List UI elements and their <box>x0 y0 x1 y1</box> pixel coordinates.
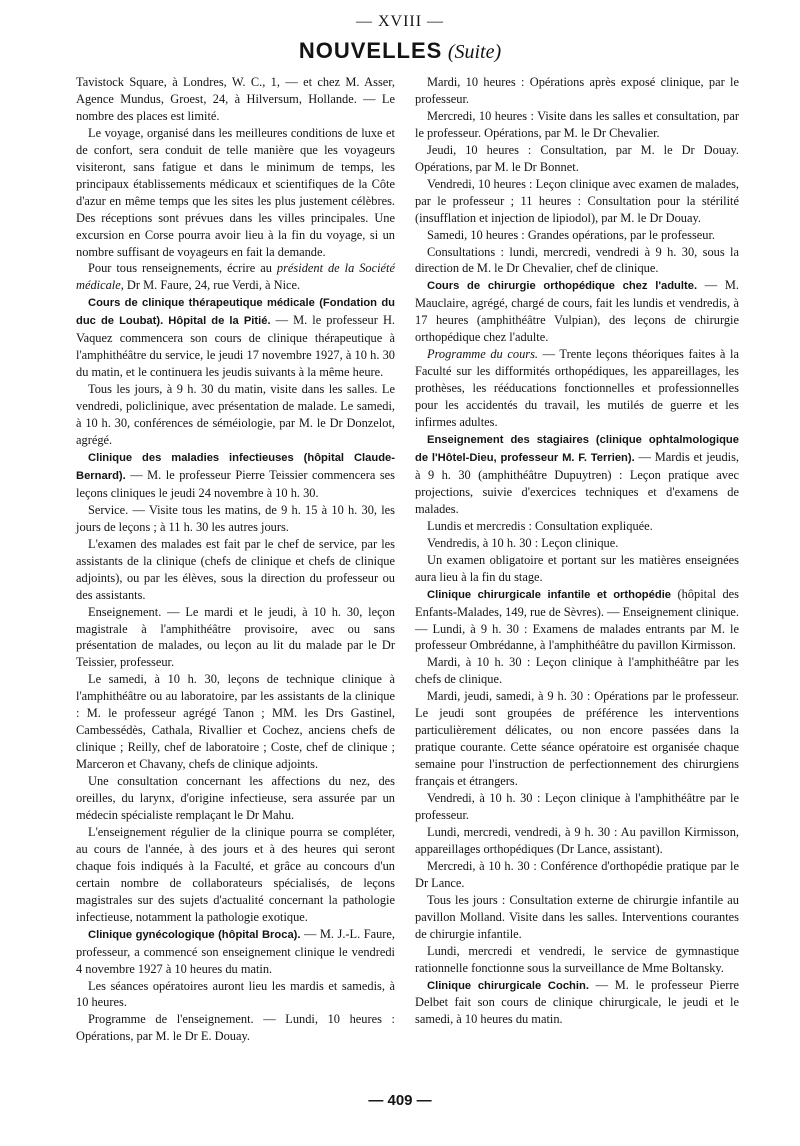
paragraph: Clinique chirurgicale Cochin. — M. le professeur Pierre Delbet fait son cours de clinique chirurgicale, le jeudi et le samedi, à 10 heures du matin. <box>415 977 739 1027</box>
paragraph: Samedi, 10 heures : Grandes opérations, par le professeur. <box>427 227 715 242</box>
section-heading: Clinique chirurgicale Cochin. <box>427 979 589 992</box>
roman-page-numeral: — XVIII — <box>355 13 445 30</box>
paragraph: Cours de chirurgie orthopédique chez l'adulte. — M. Mauclaire, agrégé, chargé de cours, fait les lundis et vendredis, à 17 heures (amphithéâtre Vulpian), des leçons de chirurgie orthopédique chez l'adulte. <box>415 278 740 345</box>
paragraph: Mercredi, à 10 h. 30 : Conférence d'orthopédie pratique par le Dr Lance. <box>415 858 739 890</box>
paragraph: Enseignement. — Le mardi et le jeudi, à 10 h. 30, leçon magistrale à l'amphithéâtre provisoire, avec ou sans présentation de malades, ou leçon au lit du malade par le Dr Teissier, professeur. <box>76 604 395 670</box>
section-heading: Enseignement des stagiaires (clinique ophtalmologique de l'Hôtel-Dieu, professeur M. F. Terrien). <box>415 434 739 464</box>
paragraph: Jeudi, 10 heures : Consultation, par M. le Dr Douay. Opérations, par M. le Dr Bonnet. <box>415 142 739 174</box>
left-column <box>76 74 395 1045</box>
paragraph: Mardi, 10 heures : Opérations après exposé clinique, par le professeur. <box>415 75 739 106</box>
paragraph: Mercredi, 10 heures : Visite dans les salles et consultation, par le professeur. Opérations, par M. le Dr Chevalier. <box>415 108 739 140</box>
paragraph: Vendredi, 10 heures : Leçon clinique avec examen de malades, par le professeur ; 11 heures : Consultation pour la stérilité (insufflation et injection de lipiodol), par M. le Dr Douay. <box>415 176 739 225</box>
section-heading: Clinique gynécologique (hôpital Broca). <box>88 928 301 941</box>
paragraph: Le samedi, à 10 h. 30, leçons de technique clinique à l'amphithéâtre ou au laboratoire, par les assistants de la clinique : M. le professeur agrégé Tanon ; MM. les Drs Gastinel, Cambessédès, Cathala, Rivallier et Cochez, anciens chefs de clinique ; Reilly, chef de laboratoire ; Coste, chef de clinique ; Marceron et Chavany, chefs de clinique adjoints. <box>76 672 395 772</box>
paragraph: Tavistock Square, à Londres, W. C., 1, — et chez M. Asser, Agence Mundus, Groest, 24, à Hilversum, Hollande. — Le nombre des places est limité. <box>76 75 395 123</box>
section-heading: Cours de clinique thérapeutique médicale (Fondation du duc de Loubat). Hôpital de la Pitié. <box>76 297 395 328</box>
paragraph: Lundi, mercredi, vendredi, à 9 h. 30 : Au pavillon Kirmisson, appareillages orthopédiques (Dr Lance, assistant). <box>415 824 739 856</box>
paragraph: Lundis et mercredis : Consultation expliquée. <box>427 518 653 533</box>
paragraph: Enseignement des stagiaires (clinique ophtalmologique de l'Hôtel-Dieu, professeur M. F. Terrien). — Mardis et jeudis, à 9 h. 30 (amphithéâtre Dupuytren) : Leçon pratique avec projections, suivie d'exercices techniques et d'examens de malades. <box>415 434 739 516</box>
paragraph: Pour tous renseignements, écrire au président de la Société médicale, Dr M. Faure, 24, rue Verdi, à Nice. <box>76 261 395 293</box>
paragraph: Mardi, jeudi, samedi, à 9 h. 30 : Opérations par le professeur. Le jeudi sont groupées de préférence les interventions particulièrement délicates, ou non encore passées dans la pratique courante. Cette séance opératoire est organisée chaque semaine pour l'instruction de perfectionnement des chirurgiens français et étrangers. <box>415 689 739 789</box>
paragraph: Tous les jours : Consultation externe de chirurgie infantile au pavillon Molland. Visite dans les salles. Interventions courantes de chirurgie infantile. <box>415 892 739 941</box>
paragraph: Lundi, mercredi et vendredi, le service de gymnastique rationnelle fonctionne sous la surveillance de Mme Boltansky. <box>415 943 739 975</box>
paragraph: L'examen des malades est fait par le chef de service, par les assistants de la clinique (chefs de clinique et chefs de clinique adjoints), ou par les élèves, sous la direction du professeur ou des assistants. <box>76 536 395 602</box>
paragraph: Programme du cours. — Trente leçons théoriques faites à la Faculté sur les difformités orthopédiques, les appareillages, les prothèses, les rééducations fonctionnelles et professionnelles pour les accidentés du travail, les mutilés de guerre et les infirmes adultes. <box>415 347 739 430</box>
section-heading: Clinique des maladies infectieuses (hôpital Claude-Bernard). <box>76 451 395 482</box>
paragraph: Le voyage, organisé dans les meilleures conditions de luxe et de confort, sera conduit de telle manière que les voyageurs visiteront, sans fatigue et dans le minimum de temps, les principaux établissements médicaux et scientifiques de la Côte d'azur en même temps que les sites les plus justement célèbres. Des réceptions sont prévues dans les villes principales. Une excursion en Corse pourra avoir lieu à la fin du voyage, si un nombre suffisant de voyageurs en fait la demande. <box>76 125 395 259</box>
section-title <box>0 38 800 65</box>
section-heading: Cours de chirurgie orthopédique chez l'adulte. <box>427 280 698 293</box>
title-nouvelles: NOUVELLES <box>298 38 443 63</box>
section-heading: Clinique chirurgicale infantile et orthopédie <box>427 588 672 601</box>
paragraph: Une consultation concernant les affections du nez, des oreilles, du larynx, d'origine infectieuse, sera assurée par un médecin spécialiste remplaçant le Dr Mahu. <box>76 774 395 822</box>
paragraph: Vendredis, à 10 h. 30 : Leçon clinique. <box>427 535 619 550</box>
paragraph: Clinique gynécologique (hôpital Broca). — M. J.-L. Faure, professeur, a commencé son enseignement clinique le vendredi 4 novembre 1927 à 10 heures du matin. <box>76 926 396 976</box>
paragraph: Mardi, à 10 h. 30 : Leçon clinique à l'amphithéâtre par les chefs de clinique. <box>415 655 739 687</box>
title-suite: (Suite) <box>447 41 502 63</box>
paragraph: Clinique des maladies infectieuses (hôpital Claude-Bernard). — M. le professeur Pierre Teissier commencera ses leçons cliniques le jeudi 24 novembre à 10 h. 30. <box>76 451 395 500</box>
right-column <box>415 74 739 1028</box>
paragraph: L'enseignement régulier de la clinique pourra se compléter, au cours de l'année, à des jours et à des heures qui seront chaque fois indiqués à la Faculté, et grâce au concours d'un certain nombre de collaborateurs spécialisés, de leçons magistrales sur des sujets d'actualité concernant la pathologie infectieuse, notamment la pathologie exotique. <box>76 824 395 924</box>
paragraph: Tous les jours, à 9 h. 30 du matin, visite dans les salles. Le vendredi, policlinique, avec présentation de malade. Le samedi, à 10 h. 30, conférences de séméiologie, par M. le Dr Donzelot, agrégé. <box>76 382 395 448</box>
paragraph: Les séances opératoires auront lieu les mardis et samedis, à 10 heures. <box>76 978 395 1010</box>
paragraph: Programme de l'enseignement. — Lundi, 10 heures : Opérations, par M. le Dr E. Douay. <box>76 1012 395 1044</box>
paragraph: Clinique chirurgicale infantile et orthopédie (hôpital des Enfants-Malades, 149, rue de Sèvres). — Enseignement clinique. — Lundi, à 9 h. 30 : Examens de malades entrants par M. le professeur Ombrédanne, à l'amphithéâtre du pavillon Kirmisson. <box>415 586 739 653</box>
paragraph: Service. — Visite tous les matins, de 9 h. 15 à 10 h. 30, les jours de leçons ; à 11 h. 30 les autres jours. <box>76 502 395 534</box>
paragraph: Cours de clinique thérapeutique médicale (Fondation du duc de Loubat). Hôpital de la Pitié. — M. le professeur H. Vaquez commencera son cours de clinique thérapeutique à l'amphithéâtre du service, le jeudi 17 novembre 1927, à 10 h. 30 du matin, et le continuera les jeudis suivants à la même heure. <box>76 297 395 380</box>
paragraph: Vendredi, à 10 h. 30 : Leçon clinique à l'amphithéâtre par le professeur. <box>415 791 739 822</box>
page-number: — 409 — <box>368 1092 432 1109</box>
paragraph: Consultations : lundi, mercredi, vendredi à 9 h. 30, sous la direction de M. le Dr Chevalier, chef de clinique. <box>415 244 739 276</box>
paragraph: Un examen obligatoire et portant sur les matières enseignées aura lieu à la fin du stage. <box>415 552 739 584</box>
